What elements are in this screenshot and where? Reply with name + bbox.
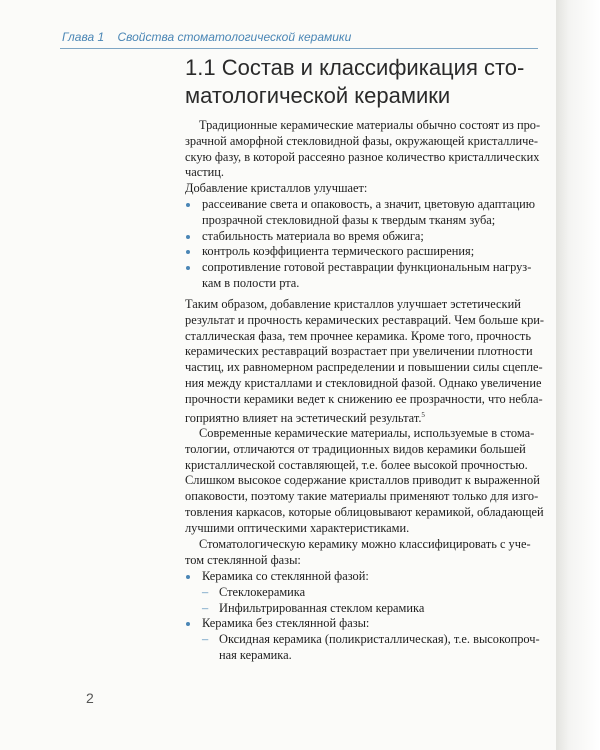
list-item — [185, 244, 525, 260]
text-line: Керамика со стеклянной фазой: — [202, 569, 369, 583]
text-line: лучшими оптическими характеристиками. — [185, 520, 410, 535]
lead-line: Добавление кристаллов улучшает: — [185, 181, 368, 196]
paragraph-classification — [185, 537, 531, 569]
text-line: Стеклокерамика — [219, 584, 306, 599]
text-line: Таким образом, добавление кристаллов улучшает эстетический — [185, 297, 521, 311]
running-header — [62, 30, 351, 44]
page-number: 2 — [86, 690, 94, 706]
text-line: сопротивление готовой реставрации функциональным нагруз- — [202, 260, 532, 275]
section-title-line: матологической керамики — [185, 83, 451, 108]
bullet-icon — [186, 203, 190, 207]
text-line: гоприятно влияет на эстетический результат. — [185, 410, 422, 425]
text-line: Современные керамические материалы, используемые в стома- — [199, 426, 535, 440]
text-line: ная керамика. — [219, 647, 292, 662]
text-line: товления каркасов, которые облицовывают керамикой, обладающей — [185, 504, 544, 519]
text-line: Оксидная керамика (поликристаллическая), т.е. высокопроч- — [219, 632, 540, 647]
text-line: прозрачной стекловидной фазы к твердым тканям зуба; — [202, 212, 496, 227]
text-line: зрачной аморфной стекловидной фазы, окружающей кристалличе- — [185, 133, 539, 148]
footnote-reference: 5 — [421, 410, 425, 419]
text-line: керамических реставраций возрастает при увеличении плотности — [185, 344, 533, 359]
chapter-title: Свойства стоматологической керамики — [117, 30, 352, 44]
list-item — [185, 260, 532, 292]
text-line: прочности керамики ведет к снижению ее прозрачности, что небла- — [185, 391, 543, 406]
text-line: рассеивание света и опаковость, а значит, цветовую адаптацию — [202, 197, 535, 211]
list-item — [185, 229, 525, 245]
text-line: кристаллической составляющей, т.е. более высокой прочностью. — [185, 457, 528, 472]
bullet-icon — [186, 235, 190, 239]
header-rule — [60, 48, 538, 49]
text-line: ния между кристаллами и стекловидной фазой. Однако увеличение — [185, 375, 542, 390]
sub-list-item — [185, 632, 540, 664]
text-line: кам в полости рта. — [202, 275, 300, 290]
bullet-icon — [186, 575, 190, 579]
text-line: сталлическая фаза, тем прочнее керамика. Кроме того, прочность — [185, 328, 531, 343]
classification-list — [185, 569, 540, 664]
section-title-line: 1.1 Состав и классификация сто- — [185, 55, 525, 80]
text-line: скую фазу, в которой рассеяно разное количество кристаллических — [185, 149, 540, 164]
improvements-list — [185, 197, 535, 292]
dash-icon: – — [202, 600, 209, 615]
text-line: Керамика без стеклянной фазы: — [202, 616, 370, 631]
text-line: опаковости, поэтому такие материалы применяют только для изго- — [185, 489, 539, 504]
list-item — [185, 616, 525, 632]
chapter-number: Глава 1 — [62, 30, 105, 44]
sub-list-item — [185, 585, 525, 601]
paragraph-modern-ceramics — [185, 426, 544, 537]
sub-list-item — [185, 601, 525, 617]
text-line: стабильность материала во время обжига; — [202, 228, 424, 243]
text-line: контроль коэффициента термического расширения; — [202, 244, 475, 259]
text-line: том стеклянной фазы: — [185, 552, 301, 567]
intro-paragraph — [185, 118, 541, 197]
text-line: тологии, отличаются от традиционных видов керамики большей — [185, 441, 526, 456]
bullet-icon — [186, 266, 190, 270]
text-line: Стоматологическую керамику можно классифицировать с уче- — [199, 537, 531, 551]
text-line: Слишком высокое содержание кристаллов приводит к выраженной — [185, 473, 540, 488]
dash-icon: – — [202, 584, 209, 599]
list-item — [185, 569, 525, 585]
text-line-with-footnote — [185, 408, 525, 427]
text-line: результат и прочность керамических реставраций. Чем больше кри- — [185, 312, 545, 327]
list-item — [185, 197, 535, 229]
text-line: Традиционные керамические материалы обычно состоят из про- — [199, 118, 541, 132]
text-line: частиц, их равномерном распределении и повышении силы сцепле- — [185, 360, 543, 375]
text-line: частиц. — [185, 165, 225, 180]
section-title — [185, 54, 530, 110]
text-line: Инфильтрированная стеклом керамика — [219, 600, 425, 615]
page-edge-shadow — [556, 0, 600, 750]
bullet-icon — [186, 622, 190, 626]
paragraph-strength — [185, 297, 545, 427]
bullet-icon — [186, 250, 190, 254]
dash-icon: – — [202, 632, 209, 647]
